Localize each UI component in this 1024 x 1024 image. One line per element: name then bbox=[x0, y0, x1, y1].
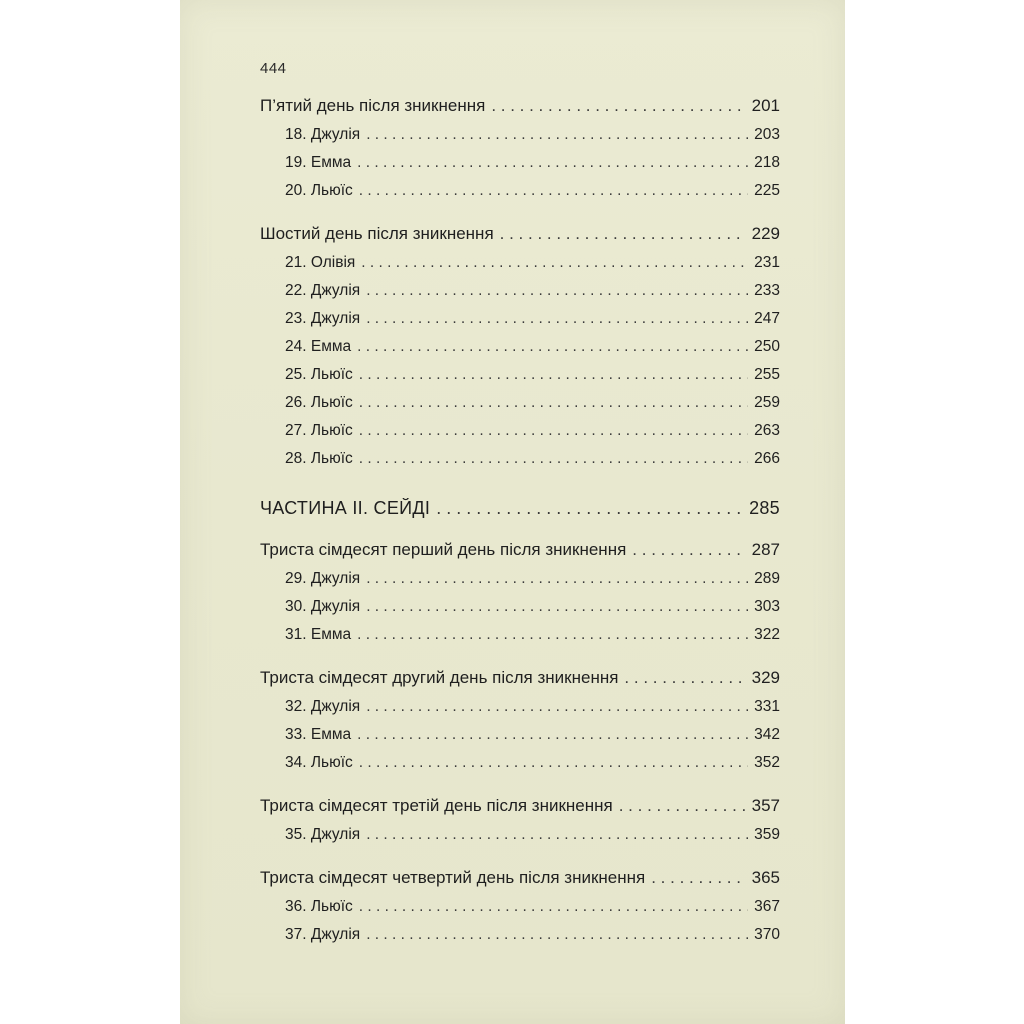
dot-leader bbox=[366, 570, 748, 588]
toc-chapter-page: 247 bbox=[754, 310, 780, 327]
toc-chapter[interactable] bbox=[260, 254, 780, 282]
toc-chapter[interactable] bbox=[260, 310, 780, 338]
toc-chapter-title: 21. Олівія bbox=[285, 254, 356, 271]
toc-section bbox=[260, 96, 780, 210]
toc-section-heading[interactable] bbox=[260, 668, 780, 698]
toc-section bbox=[260, 540, 780, 654]
spacer bbox=[260, 854, 780, 868]
dot-leader bbox=[619, 796, 746, 816]
dot-leader bbox=[436, 498, 743, 519]
toc-chapter-page: 342 bbox=[754, 726, 780, 743]
toc-section-title: Триста сімдесят четвертий день після зникнення bbox=[260, 868, 646, 887]
dot-leader bbox=[359, 394, 748, 412]
toc-chapter[interactable] bbox=[260, 898, 780, 926]
toc-chapter[interactable] bbox=[260, 570, 780, 598]
spacer bbox=[260, 654, 780, 668]
toc-section-heading[interactable] bbox=[260, 796, 780, 826]
book-page bbox=[180, 0, 845, 1024]
toc-section-title: Триста сімдесят другий день після зникнення bbox=[260, 668, 619, 687]
toc-chapter-page: 225 bbox=[754, 182, 780, 199]
dot-leader bbox=[651, 868, 745, 888]
toc-chapter-page: 331 bbox=[754, 698, 780, 715]
toc-chapter-title: 27. Льюїс bbox=[285, 422, 353, 439]
toc-chapter-title: 18. Джулія bbox=[285, 126, 361, 143]
toc-chapter-page: 263 bbox=[754, 422, 780, 439]
toc-chapter[interactable] bbox=[260, 626, 780, 654]
toc-chapter-page: 233 bbox=[754, 282, 780, 299]
toc-chapter[interactable] bbox=[260, 182, 780, 210]
toc-chapter-page: 289 bbox=[754, 570, 780, 587]
toc-section-title: Триста сімдесят третій день після зникнення bbox=[260, 796, 613, 815]
dot-leader bbox=[366, 926, 748, 944]
toc-chapter-title: 36. Льюїс bbox=[285, 898, 353, 915]
page-number: 444 bbox=[260, 60, 287, 77]
dot-leader bbox=[359, 450, 748, 468]
toc-part-page: 285 bbox=[749, 498, 780, 518]
toc-chapter-page: 352 bbox=[754, 754, 780, 771]
toc-chapter-page: 203 bbox=[754, 126, 780, 143]
toc-part-heading[interactable] bbox=[260, 498, 780, 530]
dot-leader bbox=[500, 224, 746, 244]
toc-chapter[interactable] bbox=[260, 338, 780, 366]
dot-leader bbox=[632, 540, 745, 560]
toc-chapter-page: 367 bbox=[754, 898, 780, 915]
table-of-contents bbox=[260, 96, 780, 954]
toc-chapter-title: 29. Джулія bbox=[285, 570, 361, 587]
toc-chapter[interactable] bbox=[260, 726, 780, 754]
toc-section bbox=[260, 796, 780, 854]
dot-leader bbox=[366, 598, 748, 616]
dot-leader bbox=[361, 254, 748, 272]
toc-chapter-page: 359 bbox=[754, 826, 780, 843]
toc-chapter[interactable] bbox=[260, 826, 780, 854]
dot-leader bbox=[359, 898, 748, 916]
toc-section-page: 229 bbox=[751, 224, 780, 243]
toc-chapter-title: 37. Джулія bbox=[285, 926, 361, 943]
toc-chapter[interactable] bbox=[260, 598, 780, 626]
dot-leader bbox=[357, 154, 748, 172]
toc-chapter-title: 31. Емма bbox=[285, 626, 352, 643]
toc-chapter-title: 25. Льюїс bbox=[285, 366, 353, 383]
toc-section bbox=[260, 868, 780, 954]
toc-chapter[interactable] bbox=[260, 422, 780, 450]
toc-part-title: ЧАСТИНА ІІ. СЕЙДІ bbox=[260, 498, 431, 518]
toc-section-page: 357 bbox=[751, 796, 780, 815]
toc-section-page: 201 bbox=[751, 96, 780, 115]
toc-chapter-title: 32. Джулія bbox=[285, 698, 361, 715]
dot-leader bbox=[366, 310, 748, 328]
toc-chapter-title: 28. Льюїс bbox=[285, 450, 353, 467]
toc-chapter-title: 23. Джулія bbox=[285, 310, 361, 327]
toc-chapter[interactable] bbox=[260, 154, 780, 182]
toc-chapter[interactable] bbox=[260, 282, 780, 310]
spacer bbox=[260, 210, 780, 224]
spacer bbox=[260, 530, 780, 540]
toc-chapter-page: 259 bbox=[754, 394, 780, 411]
dot-leader bbox=[359, 182, 748, 200]
toc-chapter-page: 370 bbox=[754, 926, 780, 943]
toc-chapter-title: 30. Джулія bbox=[285, 598, 361, 615]
toc-chapter[interactable] bbox=[260, 366, 780, 394]
toc-chapter-page: 250 bbox=[754, 338, 780, 355]
toc-chapter-title: 26. Льюїс bbox=[285, 394, 353, 411]
toc-section-heading[interactable] bbox=[260, 224, 780, 254]
spacer bbox=[260, 782, 780, 796]
toc-chapter-page: 218 bbox=[754, 154, 780, 171]
dot-leader bbox=[357, 338, 748, 356]
dot-leader bbox=[491, 96, 745, 116]
dot-leader bbox=[366, 126, 748, 144]
toc-chapter-title: 19. Емма bbox=[285, 154, 352, 171]
toc-section-title: П’ятий день після зникнення bbox=[260, 96, 486, 115]
toc-chapter[interactable] bbox=[260, 450, 780, 478]
toc-chapter[interactable] bbox=[260, 754, 780, 782]
toc-chapter-title: 35. Джулія bbox=[285, 826, 361, 843]
toc-chapter[interactable] bbox=[260, 394, 780, 422]
dot-leader bbox=[366, 826, 748, 844]
toc-chapter-page: 255 bbox=[754, 366, 780, 383]
toc-section-title: Шостий день після зникнення bbox=[260, 224, 494, 243]
dot-leader bbox=[359, 754, 748, 772]
spacer bbox=[260, 478, 780, 498]
toc-chapter-page: 322 bbox=[754, 626, 780, 643]
toc-chapter[interactable] bbox=[260, 926, 780, 954]
dot-leader bbox=[366, 698, 748, 716]
toc-chapter[interactable] bbox=[260, 698, 780, 726]
toc-chapter[interactable] bbox=[260, 126, 780, 154]
toc-section-page: 365 bbox=[751, 868, 780, 887]
dot-leader bbox=[366, 282, 748, 300]
dot-leader bbox=[357, 726, 748, 744]
toc-chapter-page: 303 bbox=[754, 598, 780, 615]
toc-chapter-title: 22. Джулія bbox=[285, 282, 361, 299]
toc-section bbox=[260, 668, 780, 782]
toc-chapter-title: 24. Емма bbox=[285, 338, 352, 355]
toc-section-title: Триста сімдесят перший день після зникнення bbox=[260, 540, 627, 559]
toc-part bbox=[260, 498, 780, 530]
toc-chapter-title: 20. Льюїс bbox=[285, 182, 353, 199]
toc-section-page: 329 bbox=[751, 668, 780, 687]
toc-section-page: 287 bbox=[751, 540, 780, 559]
toc-section bbox=[260, 224, 780, 478]
dot-leader bbox=[359, 366, 748, 384]
toc-chapter-title: 34. Льюїс bbox=[285, 754, 353, 771]
toc-chapter-title: 33. Емма bbox=[285, 726, 352, 743]
toc-chapter-page: 266 bbox=[754, 450, 780, 467]
toc-section-heading[interactable] bbox=[260, 96, 780, 126]
dot-leader bbox=[357, 626, 748, 644]
dot-leader bbox=[359, 422, 748, 440]
dot-leader bbox=[624, 668, 745, 688]
toc-section-heading[interactable] bbox=[260, 868, 780, 898]
toc-section-heading[interactable] bbox=[260, 540, 780, 570]
toc-chapter-page: 231 bbox=[754, 254, 780, 271]
